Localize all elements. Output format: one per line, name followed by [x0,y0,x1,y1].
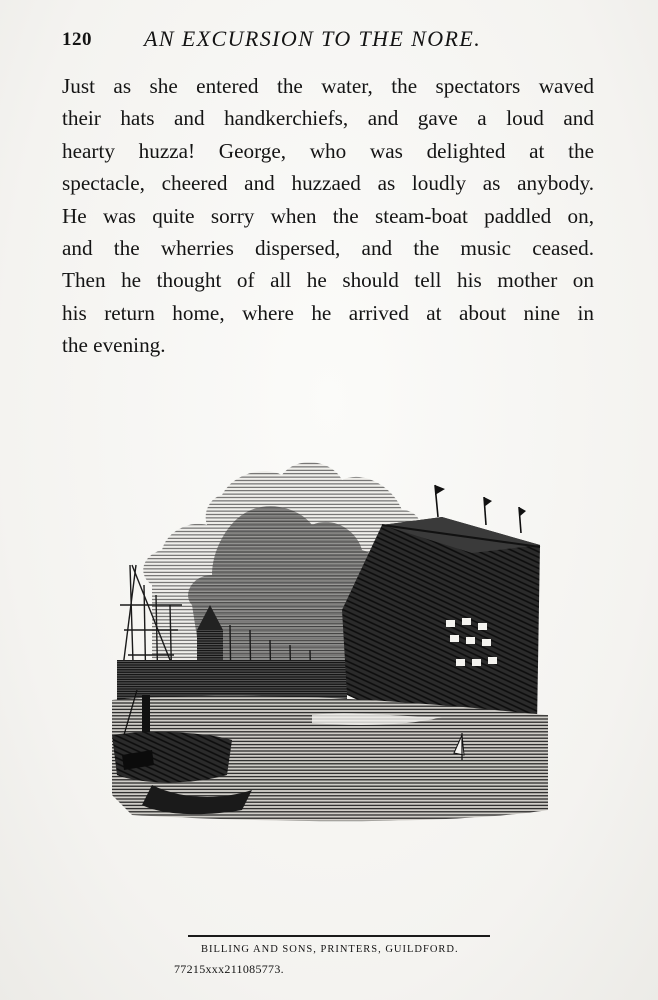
text-line: hearty huzza! George, who was delighted at the [62,138,594,163]
page-number: 120 [62,29,92,50]
text-line: He was quite sorry when the steam-boat paddled on, [62,203,594,228]
engraving-illustration [112,455,548,825]
text-line: and the wherries dispersed, and the music ceased. [62,235,594,260]
body-paragraph [62,70,594,362]
text-line: the evening. [62,333,166,358]
text-line: his return home, where he arrived at about nine in [62,300,594,325]
printer-imprint: BILLING AND SONS, PRINTERS, GUILDFORD. [201,944,459,955]
footer-rule [188,935,490,937]
church-tower [197,630,223,690]
text-line: Then he thought of all he should tell his mother on [62,268,594,293]
text-line: their hats and handkerchiefs, and gave a loud and [62,106,594,131]
catalog-number: 77215xxx211085773. [174,962,284,976]
running-head: AN EXCURSION TO THE NORE. [144,26,482,51]
text-line: Just as she entered the water, the spectators waved [62,74,594,98]
text-line: spectacle, cheered and huzzaed as loudly as anybody. [62,171,594,196]
page-header [62,26,602,56]
